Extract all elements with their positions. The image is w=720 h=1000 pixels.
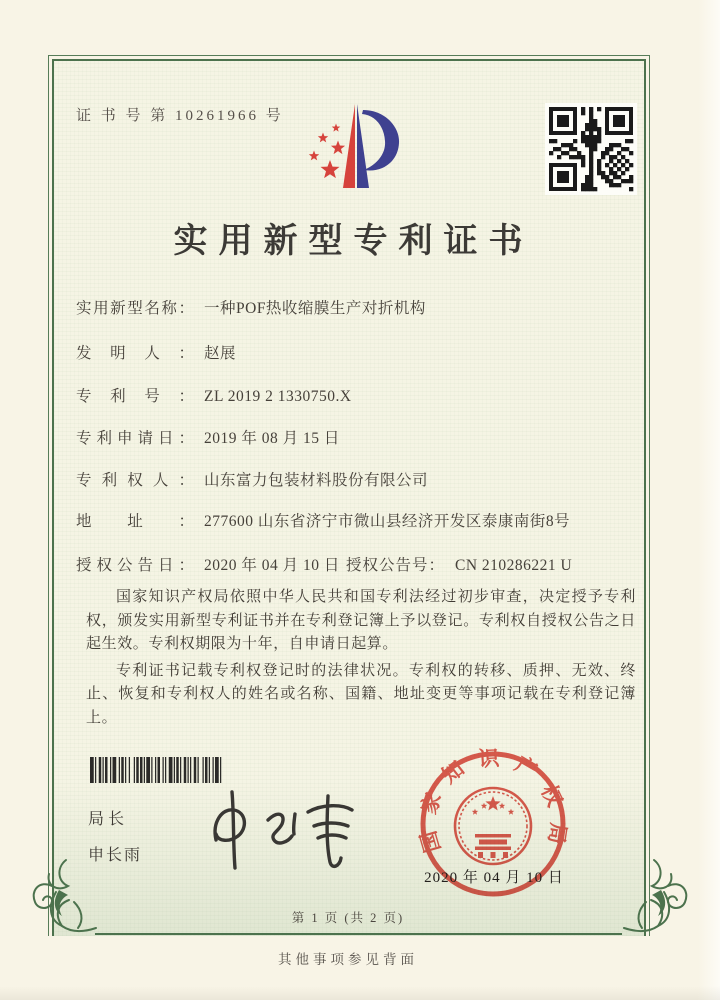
logo-stars [309, 124, 345, 179]
field-label: 专利申请日： [76, 430, 194, 447]
scan-page-edge [698, 0, 720, 1000]
legal-paragraph-2: 专利证书记载专利权登记时的法律状况。专利权的转移、质押、无效、终止、恢复和专利权人的姓名或名称、国籍、地址变更等事项记载在专利登记簿上。 [86, 662, 636, 726]
logo-p-crescent [362, 110, 399, 170]
back-note: 其他事项参见背面 [278, 952, 418, 967]
field-label: 专利权人： [76, 472, 194, 489]
signature-icon [188, 778, 378, 873]
page-number: 第 1 页 (共 2 页) [291, 911, 405, 925]
field-label: 实用新型名称： [76, 300, 194, 317]
legal-text [86, 586, 636, 733]
director-name: 申长雨 [88, 847, 143, 864]
field-grant-announcement [76, 553, 636, 575]
field-inventor [76, 341, 636, 363]
director-title: 局长 [88, 811, 129, 828]
field-value: 赵展 [204, 345, 237, 362]
frame-corner-flourish-left [26, 858, 104, 938]
field-address [76, 509, 636, 531]
field-label: 发明人： [76, 345, 194, 362]
legal-paragraph-1: 国家知识产权局依照中华人民共和国专利法经过初步审查，决定授予专利权，颁发实用新型专利证书并在专利登记簿上予以登记。专利权自授权公告之日起生效。专利权期限为十年，自申请日起算。 [86, 589, 636, 652]
field-utility-model-name [76, 296, 636, 318]
logo-spire-blue [357, 104, 369, 188]
seal-date: 2020 年 04 月 10 日 [424, 870, 564, 886]
field-grant-number [346, 553, 572, 575]
certificate-number: 证 书 号 第 10261966 号 [76, 108, 284, 124]
field-value: CN 210286221 U [455, 557, 573, 574]
field-value: 山东富力包装材料股份有限公司 [204, 472, 429, 489]
scan-shadow [0, 986, 720, 1000]
field-value: 277600 山东省济宁市微山县经济开发区泰康南街8号 [204, 513, 571, 530]
certificate-title: 实用新型专利证书 [173, 223, 534, 260]
field-value: 2020 年 04 月 10 日 [204, 557, 340, 574]
field-value: 2019 年 08 月 15 日 [204, 430, 340, 447]
seal-national-emblem [472, 796, 514, 858]
field-value: ZL 2019 2 1330750.X [204, 388, 352, 405]
cnipa-logo-icon [278, 98, 450, 210]
logo-spire-red [343, 104, 355, 188]
field-value: 一种POF热收缩膜生产对折机构 [204, 300, 426, 317]
director-block [88, 806, 142, 865]
field-patentee [76, 468, 636, 490]
field-label: 授权公告日： [76, 557, 194, 574]
qr-code [545, 103, 637, 195]
field-label: 授权公告号： [346, 557, 446, 574]
field-label: 地址： [76, 513, 194, 530]
field-filing-date [76, 426, 636, 448]
field-label: 专利号： [76, 388, 194, 405]
frame-bottom-border [95, 933, 622, 935]
field-patent-number [76, 384, 636, 406]
frame-corner-flourish-right [616, 858, 694, 938]
seal-agency-text: 国家知识产权局 [416, 746, 571, 856]
